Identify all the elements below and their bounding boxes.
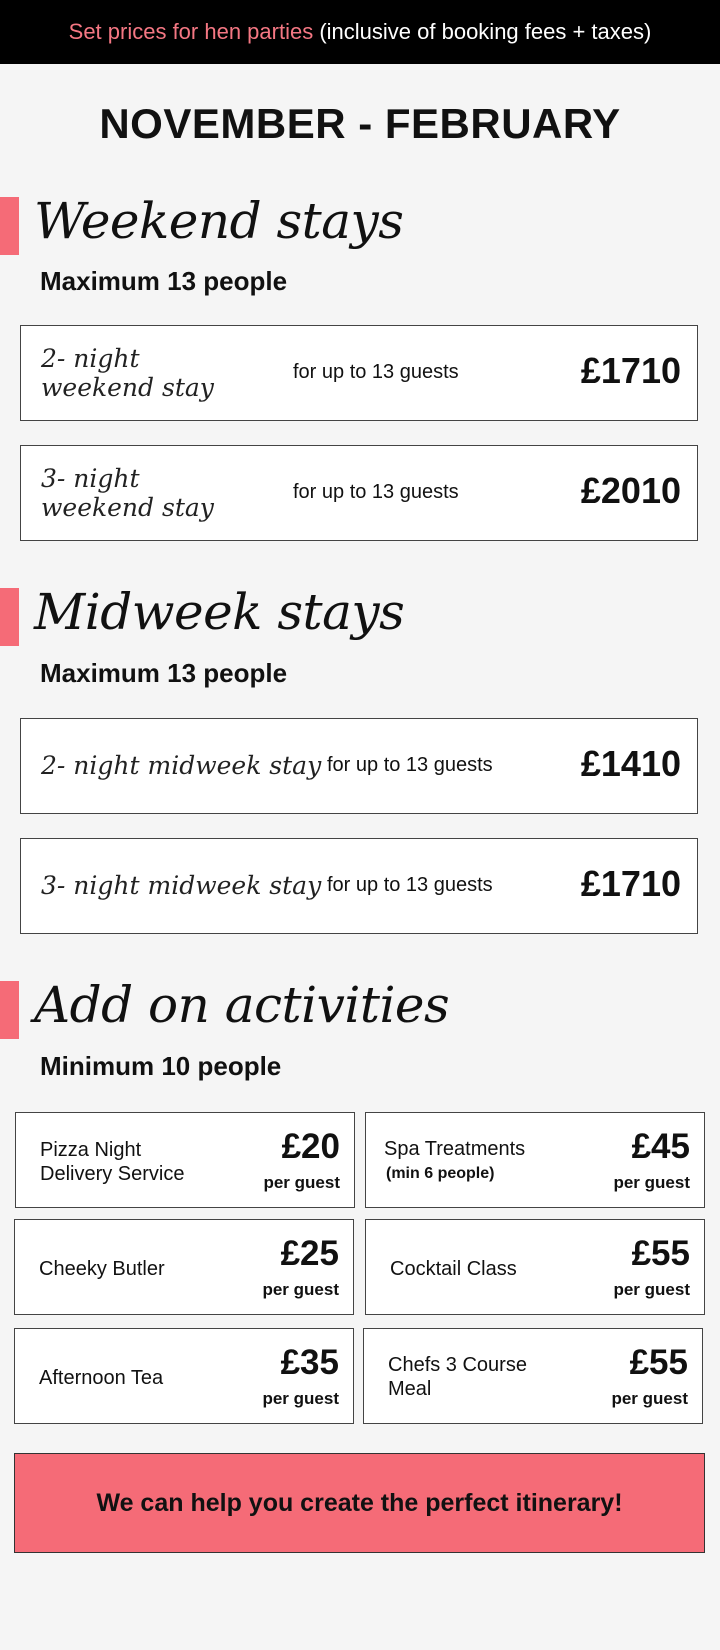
stay-name: 3- night midweek stay <box>41 871 322 900</box>
addons-subtitle: Minimum 10 people <box>40 1051 282 1081</box>
addon-name: Afternoon Tea <box>39 1367 164 1389</box>
weekend-stay-card[interactable] <box>20 325 698 421</box>
stay-price: £1410 <box>580 743 681 784</box>
addon-card-afternoon-tea[interactable] <box>14 1328 354 1424</box>
weekend-stay-card[interactable] <box>20 445 698 541</box>
banner-highlight: Set prices for hen parties <box>68 19 314 44</box>
addon-per: per guest <box>613 1173 690 1192</box>
addon-name: Cheeky Butler <box>39 1258 165 1280</box>
addon-per: per guest <box>613 1280 690 1299</box>
addon-card-pizza-night[interactable] <box>15 1112 355 1208</box>
stay-name: 2- night weekend stay <box>41 344 214 402</box>
addon-name: Chefs 3 Course Meal <box>388 1354 527 1400</box>
addon-price: £25 <box>280 1234 339 1273</box>
addon-price: £45 <box>631 1127 690 1166</box>
banner-text: (inclusive of booking fees + taxes) <box>313 19 652 44</box>
stay-price: £1710 <box>580 350 681 391</box>
addon-card-chefs-meal[interactable] <box>363 1328 703 1424</box>
season-heading: NOVEMBER - FEBRUARY <box>99 100 621 147</box>
stay-guests: for up to 13 guests <box>327 874 493 896</box>
midweek-stay-card[interactable] <box>20 838 698 934</box>
addon-name: Spa Treatments <box>384 1138 526 1160</box>
addon-price: £35 <box>280 1343 339 1382</box>
addon-per: per guest <box>262 1389 339 1408</box>
stay-name: 2- night midweek stay <box>41 751 322 780</box>
addon-card-cocktail-class[interactable] <box>365 1219 705 1315</box>
addons-accent-bar <box>0 981 19 1039</box>
top-banner <box>0 0 720 64</box>
addon-per: per guest <box>263 1173 340 1192</box>
weekend-title: Weekend stays <box>34 192 404 250</box>
stay-price: £2010 <box>580 470 681 511</box>
weekend-accent-bar <box>0 197 19 255</box>
addon-card-spa-treatments[interactable] <box>365 1112 705 1208</box>
weekend-subtitle: Maximum 13 people <box>40 266 288 296</box>
addon-per: per guest <box>262 1280 339 1299</box>
addon-card-cheeky-butler[interactable] <box>14 1219 354 1315</box>
stay-price: £1710 <box>580 863 681 904</box>
stay-guests: for up to 13 guests <box>293 481 459 503</box>
addon-name: Pizza Night Delivery Service <box>40 1139 185 1185</box>
addon-price: £55 <box>631 1234 690 1273</box>
addon-price: £55 <box>629 1343 688 1382</box>
addon-price: £20 <box>281 1127 340 1166</box>
addon-per: per guest <box>611 1389 688 1408</box>
midweek-stay-card[interactable] <box>20 718 698 814</box>
addon-note: (min 6 people) <box>386 1165 495 1182</box>
stay-name: 3- night weekend stay <box>41 464 214 522</box>
midweek-accent-bar <box>0 588 19 646</box>
midweek-title: Midweek stays <box>34 583 405 641</box>
midweek-subtitle: Maximum 13 people <box>40 658 288 688</box>
stay-guests: for up to 13 guests <box>327 754 493 776</box>
addon-name: Cocktail Class <box>390 1258 517 1280</box>
addons-title: Add on activities <box>34 976 450 1034</box>
itinerary-cta-button[interactable]: We can help you create the perfect itinerary! <box>14 1453 705 1553</box>
stay-guests: for up to 13 guests <box>293 361 459 383</box>
